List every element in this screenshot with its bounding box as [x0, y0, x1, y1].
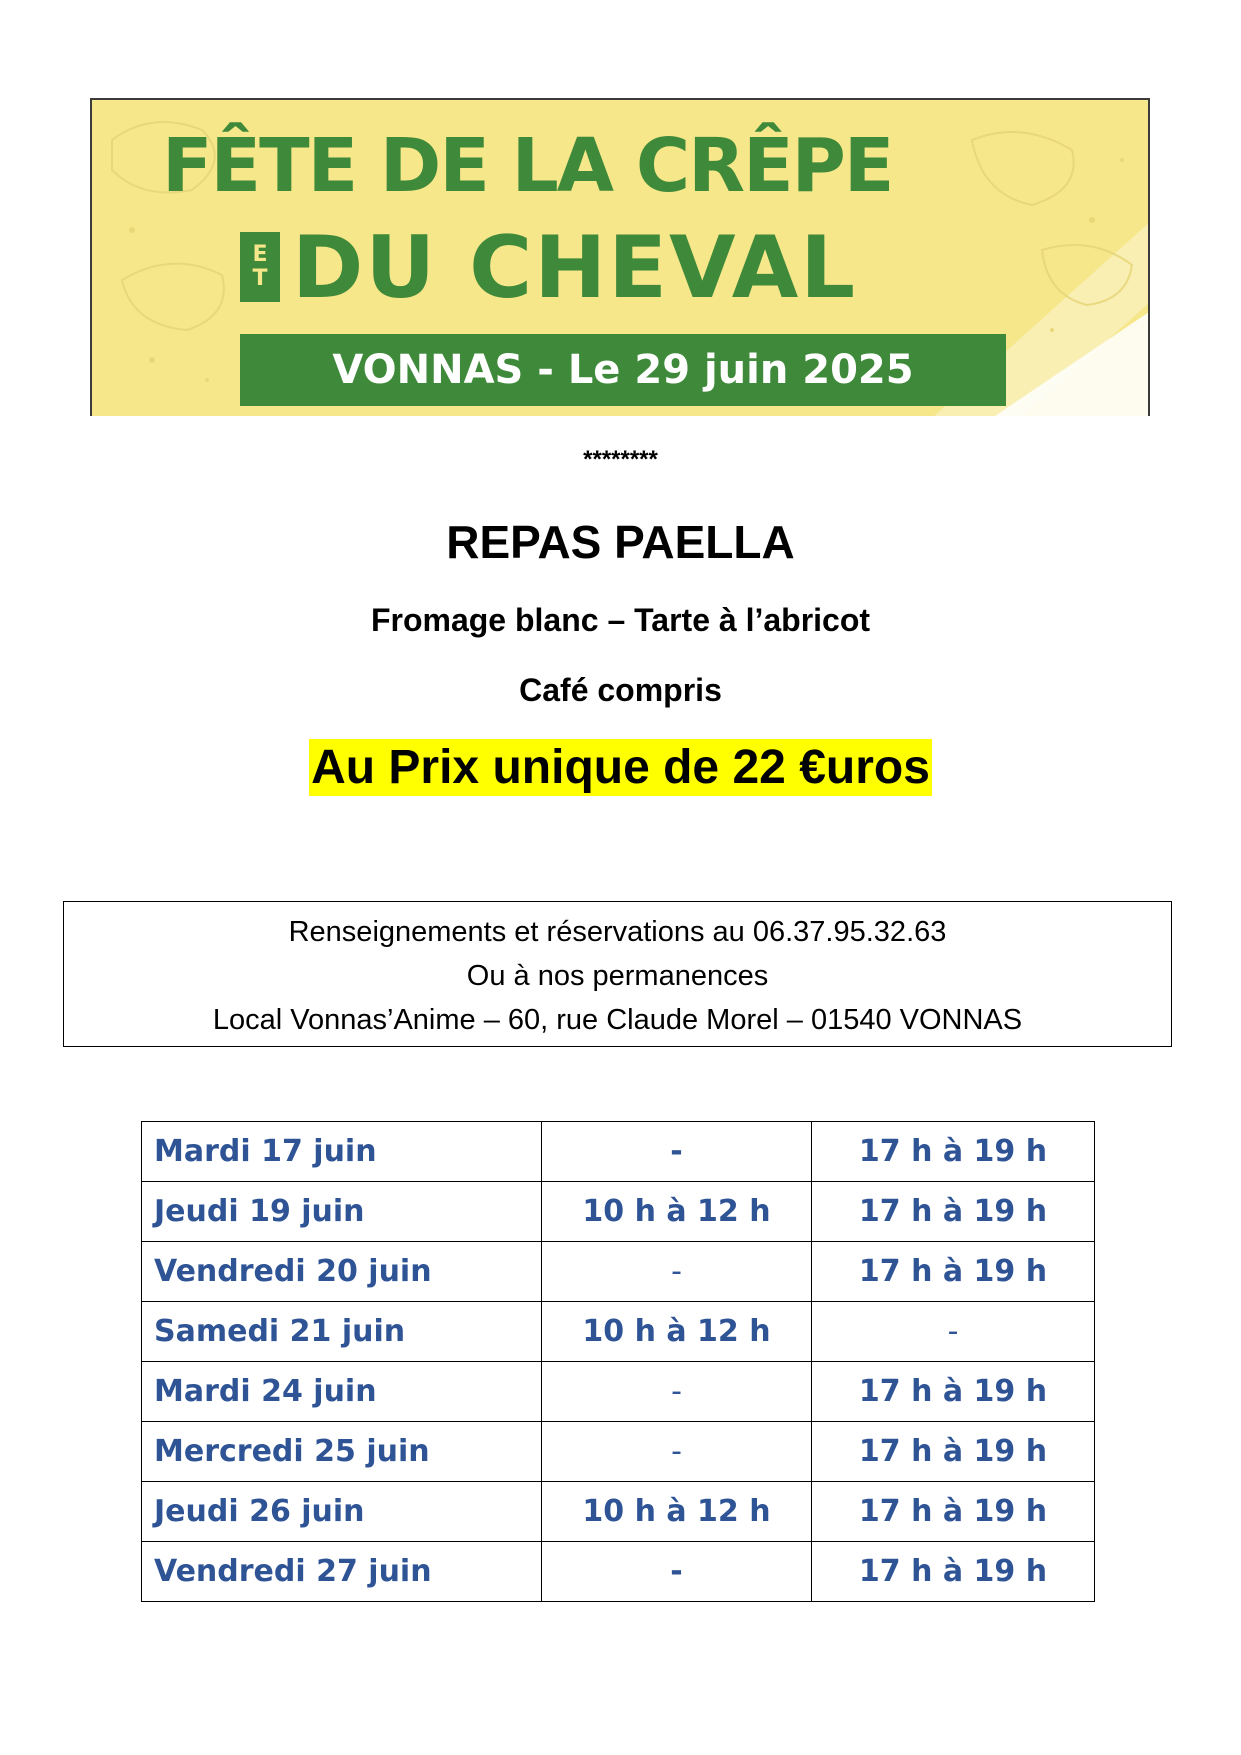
schedule-morning: - — [542, 1122, 812, 1182]
price-line — [0, 740, 1241, 795]
table-row — [142, 1362, 1095, 1422]
schedule-morning: 10 h à 12 h — [542, 1302, 812, 1362]
schedule-day: Mardi 17 juin — [142, 1122, 542, 1182]
coffee-note: Café compris — [519, 672, 722, 708]
table-row — [142, 1182, 1095, 1242]
banner-title-line1: FÊTE DE LA CRÊPE — [162, 123, 893, 209]
contact-phone-line: Renseignements et réservations au 06.37.95.32.63 — [288, 916, 947, 948]
schedule-day: Vendredi 20 juin — [142, 1242, 542, 1302]
contact-address-line: Local Vonnas’Anime – 60, rue Claude Morel – 01540 VONNAS — [212, 1004, 1023, 1036]
schedule-table — [141, 1121, 1095, 1602]
schedule-morning: - — [542, 1362, 812, 1422]
separator-stars: ******** — [583, 446, 658, 473]
price-highlight: Au Prix unique de 22 €uros — [311, 741, 930, 794]
schedule-evening: - — [812, 1302, 1095, 1362]
schedule-morning: - — [542, 1242, 812, 1302]
schedule-morning: - — [542, 1542, 812, 1602]
et-letter-e: E — [252, 242, 268, 267]
schedule-evening: 17 h à 19 h — [812, 1362, 1095, 1422]
table-row — [142, 1422, 1095, 1482]
schedule-evening: 17 h à 19 h — [812, 1482, 1095, 1542]
schedule-morning: - — [542, 1422, 812, 1482]
schedule-evening: 17 h à 19 h — [812, 1122, 1095, 1182]
schedule-day: Mardi 24 juin — [142, 1362, 542, 1422]
banner-title-line2: DU CHEVAL — [292, 218, 858, 318]
page-title: REPAS PAELLA — [446, 516, 795, 568]
schedule-evening: 17 h à 19 h — [812, 1422, 1095, 1482]
schedule-evening: 17 h à 19 h — [812, 1542, 1095, 1602]
schedule-morning: 10 h à 12 h — [542, 1482, 812, 1542]
schedule-evening: 17 h à 19 h — [812, 1242, 1095, 1302]
contact-info-box — [63, 901, 1172, 1047]
schedule-day: Samedi 21 juin — [142, 1302, 542, 1362]
table-row — [142, 1542, 1095, 1602]
et-letter-t: T — [252, 266, 268, 291]
table-row — [142, 1302, 1095, 1362]
schedule-day: Jeudi 26 juin — [142, 1482, 542, 1542]
banner-et-badge — [240, 232, 280, 302]
schedule-evening: 17 h à 19 h — [812, 1182, 1095, 1242]
schedule-day: Jeudi 19 juin — [142, 1182, 542, 1242]
table-row — [142, 1122, 1095, 1182]
contact-permanence-line: Ou à nos permanences — [466, 960, 769, 992]
menu-subtitle: Fromage blanc – Tarte à l’abricot — [370, 602, 871, 638]
table-row — [142, 1482, 1095, 1542]
schedule-morning: 10 h à 12 h — [542, 1182, 812, 1242]
schedule-day: Vendredi 27 juin — [142, 1542, 542, 1602]
table-row — [142, 1242, 1095, 1302]
schedule-day: Mercredi 25 juin — [142, 1422, 542, 1482]
banner-date-strip: VONNAS - Le 29 juin 2025 — [240, 334, 1006, 406]
event-banner — [90, 98, 1150, 416]
